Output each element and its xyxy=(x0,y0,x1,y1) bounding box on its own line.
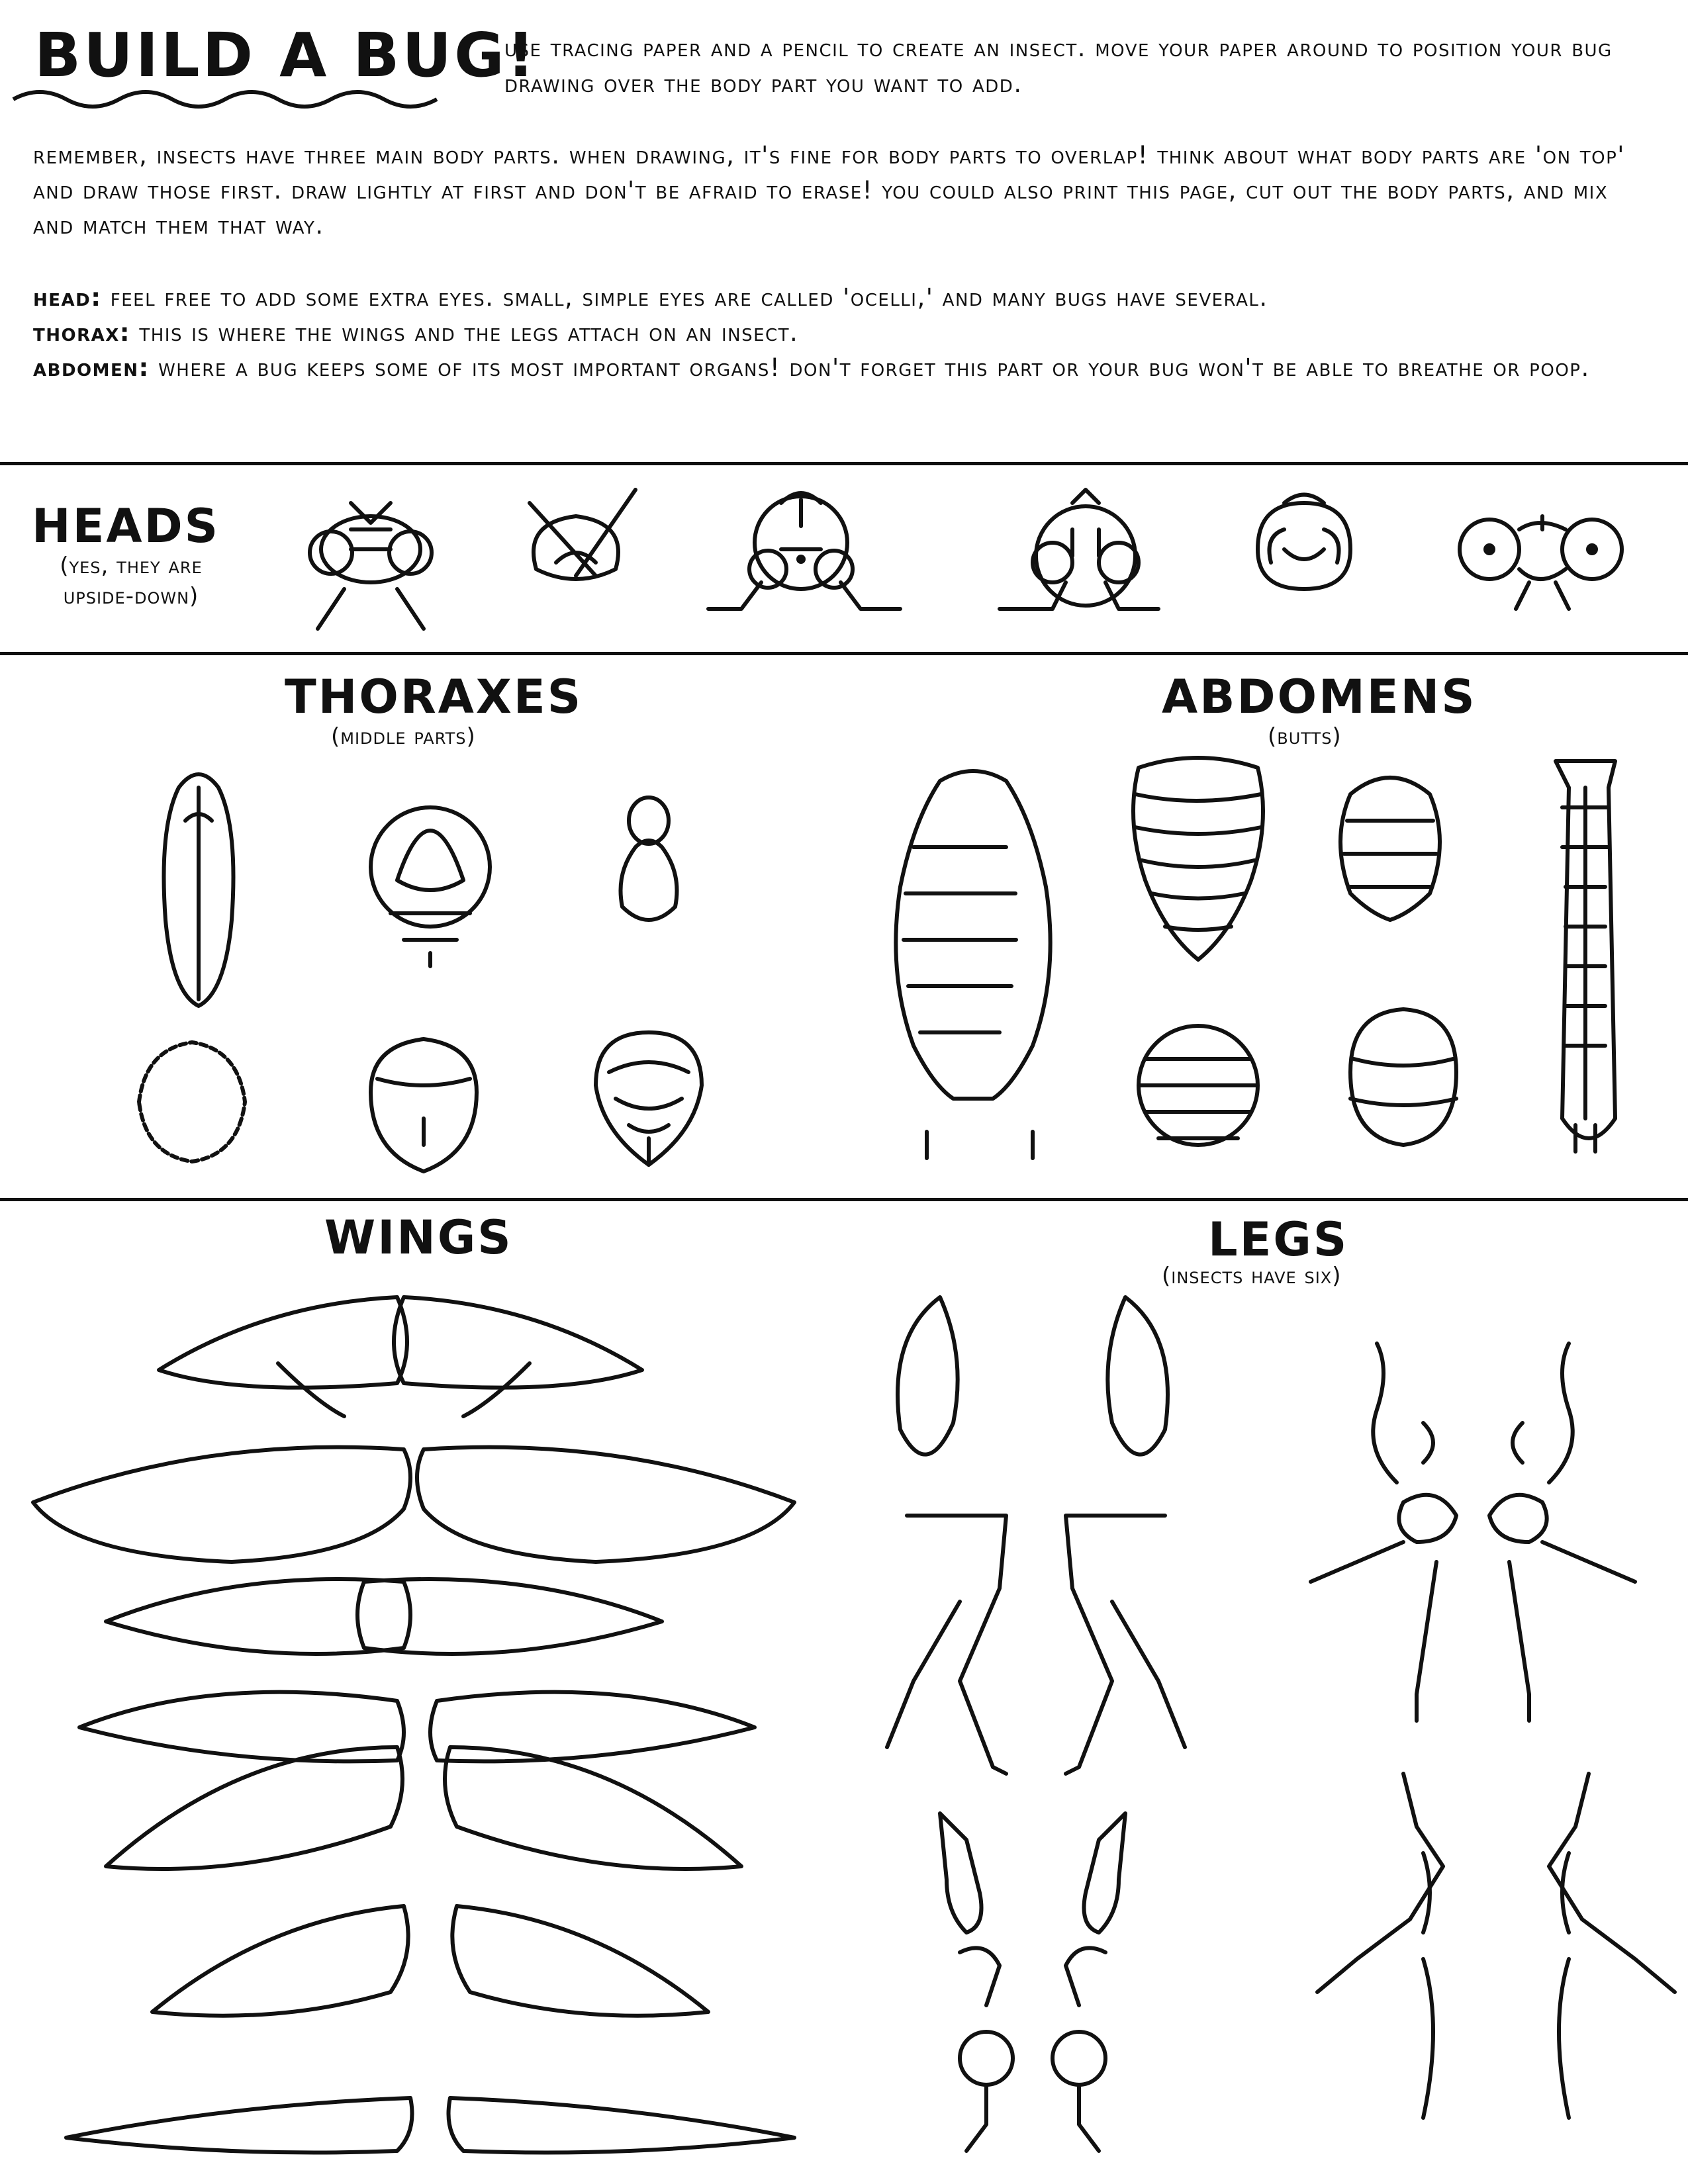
intro-text: use tracing paper and a pencil to create an insect. move your paper around to position your bug drawing over the body part you want to add. xyxy=(504,34,1613,98)
abdomens-heading: ABDOMENS xyxy=(1162,670,1477,724)
wing-illustration-2 xyxy=(33,1447,794,1654)
head-illustration-1 xyxy=(310,503,432,629)
note-thorax-text: this is where the wings and the legs attach on an insect. xyxy=(139,318,799,347)
thorax-illustration-2 xyxy=(371,807,490,966)
leg-illustration-4 xyxy=(1317,1774,1675,2118)
thorax-illustration-4 xyxy=(139,1042,245,1161)
note-abdomen-term: abdomen: xyxy=(33,353,150,382)
thorax-illustration-5 xyxy=(371,1039,477,1171)
abdomen-illustration-1 xyxy=(896,771,1050,1158)
thorax-illustration-3 xyxy=(621,797,677,920)
note-head-term: head: xyxy=(33,283,102,312)
head-illustration-4 xyxy=(1000,490,1158,609)
abdomen-illustration-6 xyxy=(1350,1009,1456,1145)
leg-illustration-3 xyxy=(940,1813,1125,2151)
wing-illustration-5 xyxy=(66,2098,794,2153)
thorax-illustration-1 xyxy=(164,774,234,1006)
abdomens-subtitle: (butts) xyxy=(1268,723,1342,750)
abdomen-illustration-5 xyxy=(1139,1026,1258,1145)
legs-heading: LEGS xyxy=(1208,1212,1349,1267)
thorax-illustration-6 xyxy=(596,1032,702,1165)
wing-illustration-1 xyxy=(159,1297,642,1416)
heads-subtitle: (yes, they are upside-down) xyxy=(60,553,203,610)
abdomen-illustration-3 xyxy=(1340,778,1440,920)
legs-subtitle: (insects have six) xyxy=(1162,1263,1342,1289)
note-head-text: feel free to add some extra eyes. small, simple eyes are called 'ocelli,' and many bugs have several. xyxy=(110,283,1268,312)
heads-heading: HEADS xyxy=(32,499,220,553)
note-thorax-term: thorax: xyxy=(33,318,131,347)
wings-heading: WINGS xyxy=(324,1210,513,1265)
head-illustration-2 xyxy=(530,490,635,579)
wing-illustration-4 xyxy=(152,1906,708,2016)
leg-illustration-1 xyxy=(887,1297,1185,1774)
abdomen-illustration-4 xyxy=(1556,761,1615,1152)
abdomen-illustration-2 xyxy=(1133,758,1263,960)
instructions-paragraph: remember, insects have three main body parts. when drawing, it's fine for body parts to overlap! think about what body parts are 'on top' and draw those first. draw lightly at first and don't be afraid to erase! you could also print this page, cut out the body parts, and mix and match them that way. xyxy=(33,141,1625,240)
page-title: BUILD A BUG! xyxy=(34,20,538,91)
thoraxes-subtitle: (middle parts) xyxy=(331,723,476,750)
note-abdomen-text: where a bug keeps some of its most important organs! don't forget this part or your bug won't be able to breathe or poop. xyxy=(158,353,1590,382)
leg-illustration-2 xyxy=(1311,1343,1635,1721)
head-illustration-6 xyxy=(1460,516,1622,609)
head-illustration-3 xyxy=(708,493,900,609)
thoraxes-heading: THORAXES xyxy=(285,670,583,724)
head-illustration-5 xyxy=(1258,495,1350,590)
wing-illustration-3 xyxy=(79,1692,755,1869)
